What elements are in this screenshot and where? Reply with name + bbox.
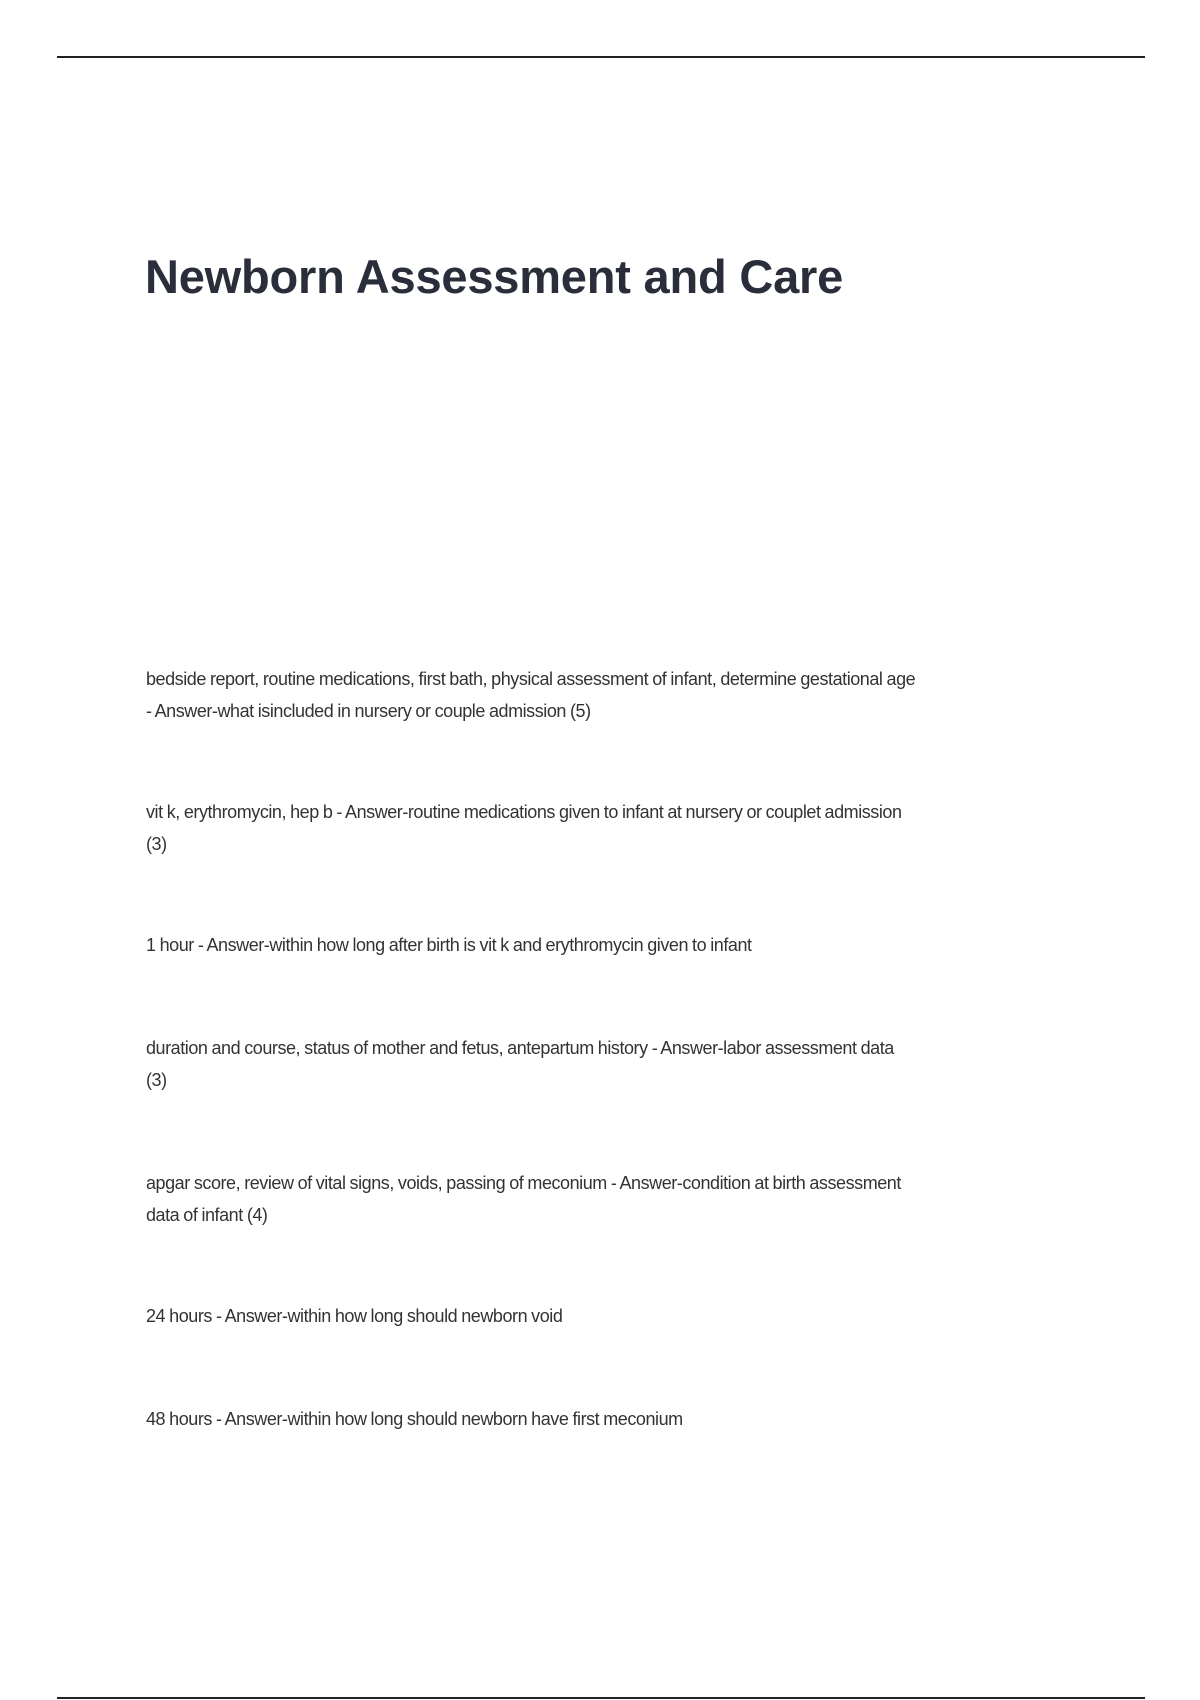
qa-entry [146, 1301, 1106, 1333]
qa-entry [146, 797, 1106, 860]
qa-line: 1 hour - Answer-within how long after birth is vit k and erythromycin given to infant [146, 935, 752, 955]
document-title: Newborn Assessment and Care [145, 250, 844, 303]
qa-entry [146, 930, 1106, 962]
qa-line: apgar score, review of vital signs, voids, passing of meconium - Answer-condition at birth assessment [146, 1173, 901, 1193]
qa-line: data of infant (4) [146, 1204, 268, 1225]
qa-line: bedside report, routine medications, first bath, physical assessment of infant, determine gestational age [146, 669, 916, 689]
qa-line: - Answer-what isincluded in nursery or couple admission (5) [146, 700, 591, 721]
qa-line: (3) [146, 1069, 167, 1090]
qa-line: vit k, erythromycin, hep b - Answer-routine medications given to infant at nursery or couplet admission [146, 802, 902, 822]
qa-entry [146, 1033, 1106, 1096]
qa-line: (3) [146, 833, 167, 854]
qa-line: 24 hours - Answer-within how long should newborn void [146, 1306, 563, 1326]
qa-entry [146, 664, 1106, 727]
header-rule [57, 56, 1145, 58]
qa-entry [146, 1404, 1106, 1436]
qa-line: 48 hours - Answer-within how long should newborn have first meconium [146, 1409, 683, 1429]
footer-rule [57, 1697, 1145, 1699]
qa-line: duration and course, status of mother and fetus, antepartum history - Answer-labor assessment data [146, 1038, 894, 1058]
qa-entry [146, 1168, 1106, 1231]
